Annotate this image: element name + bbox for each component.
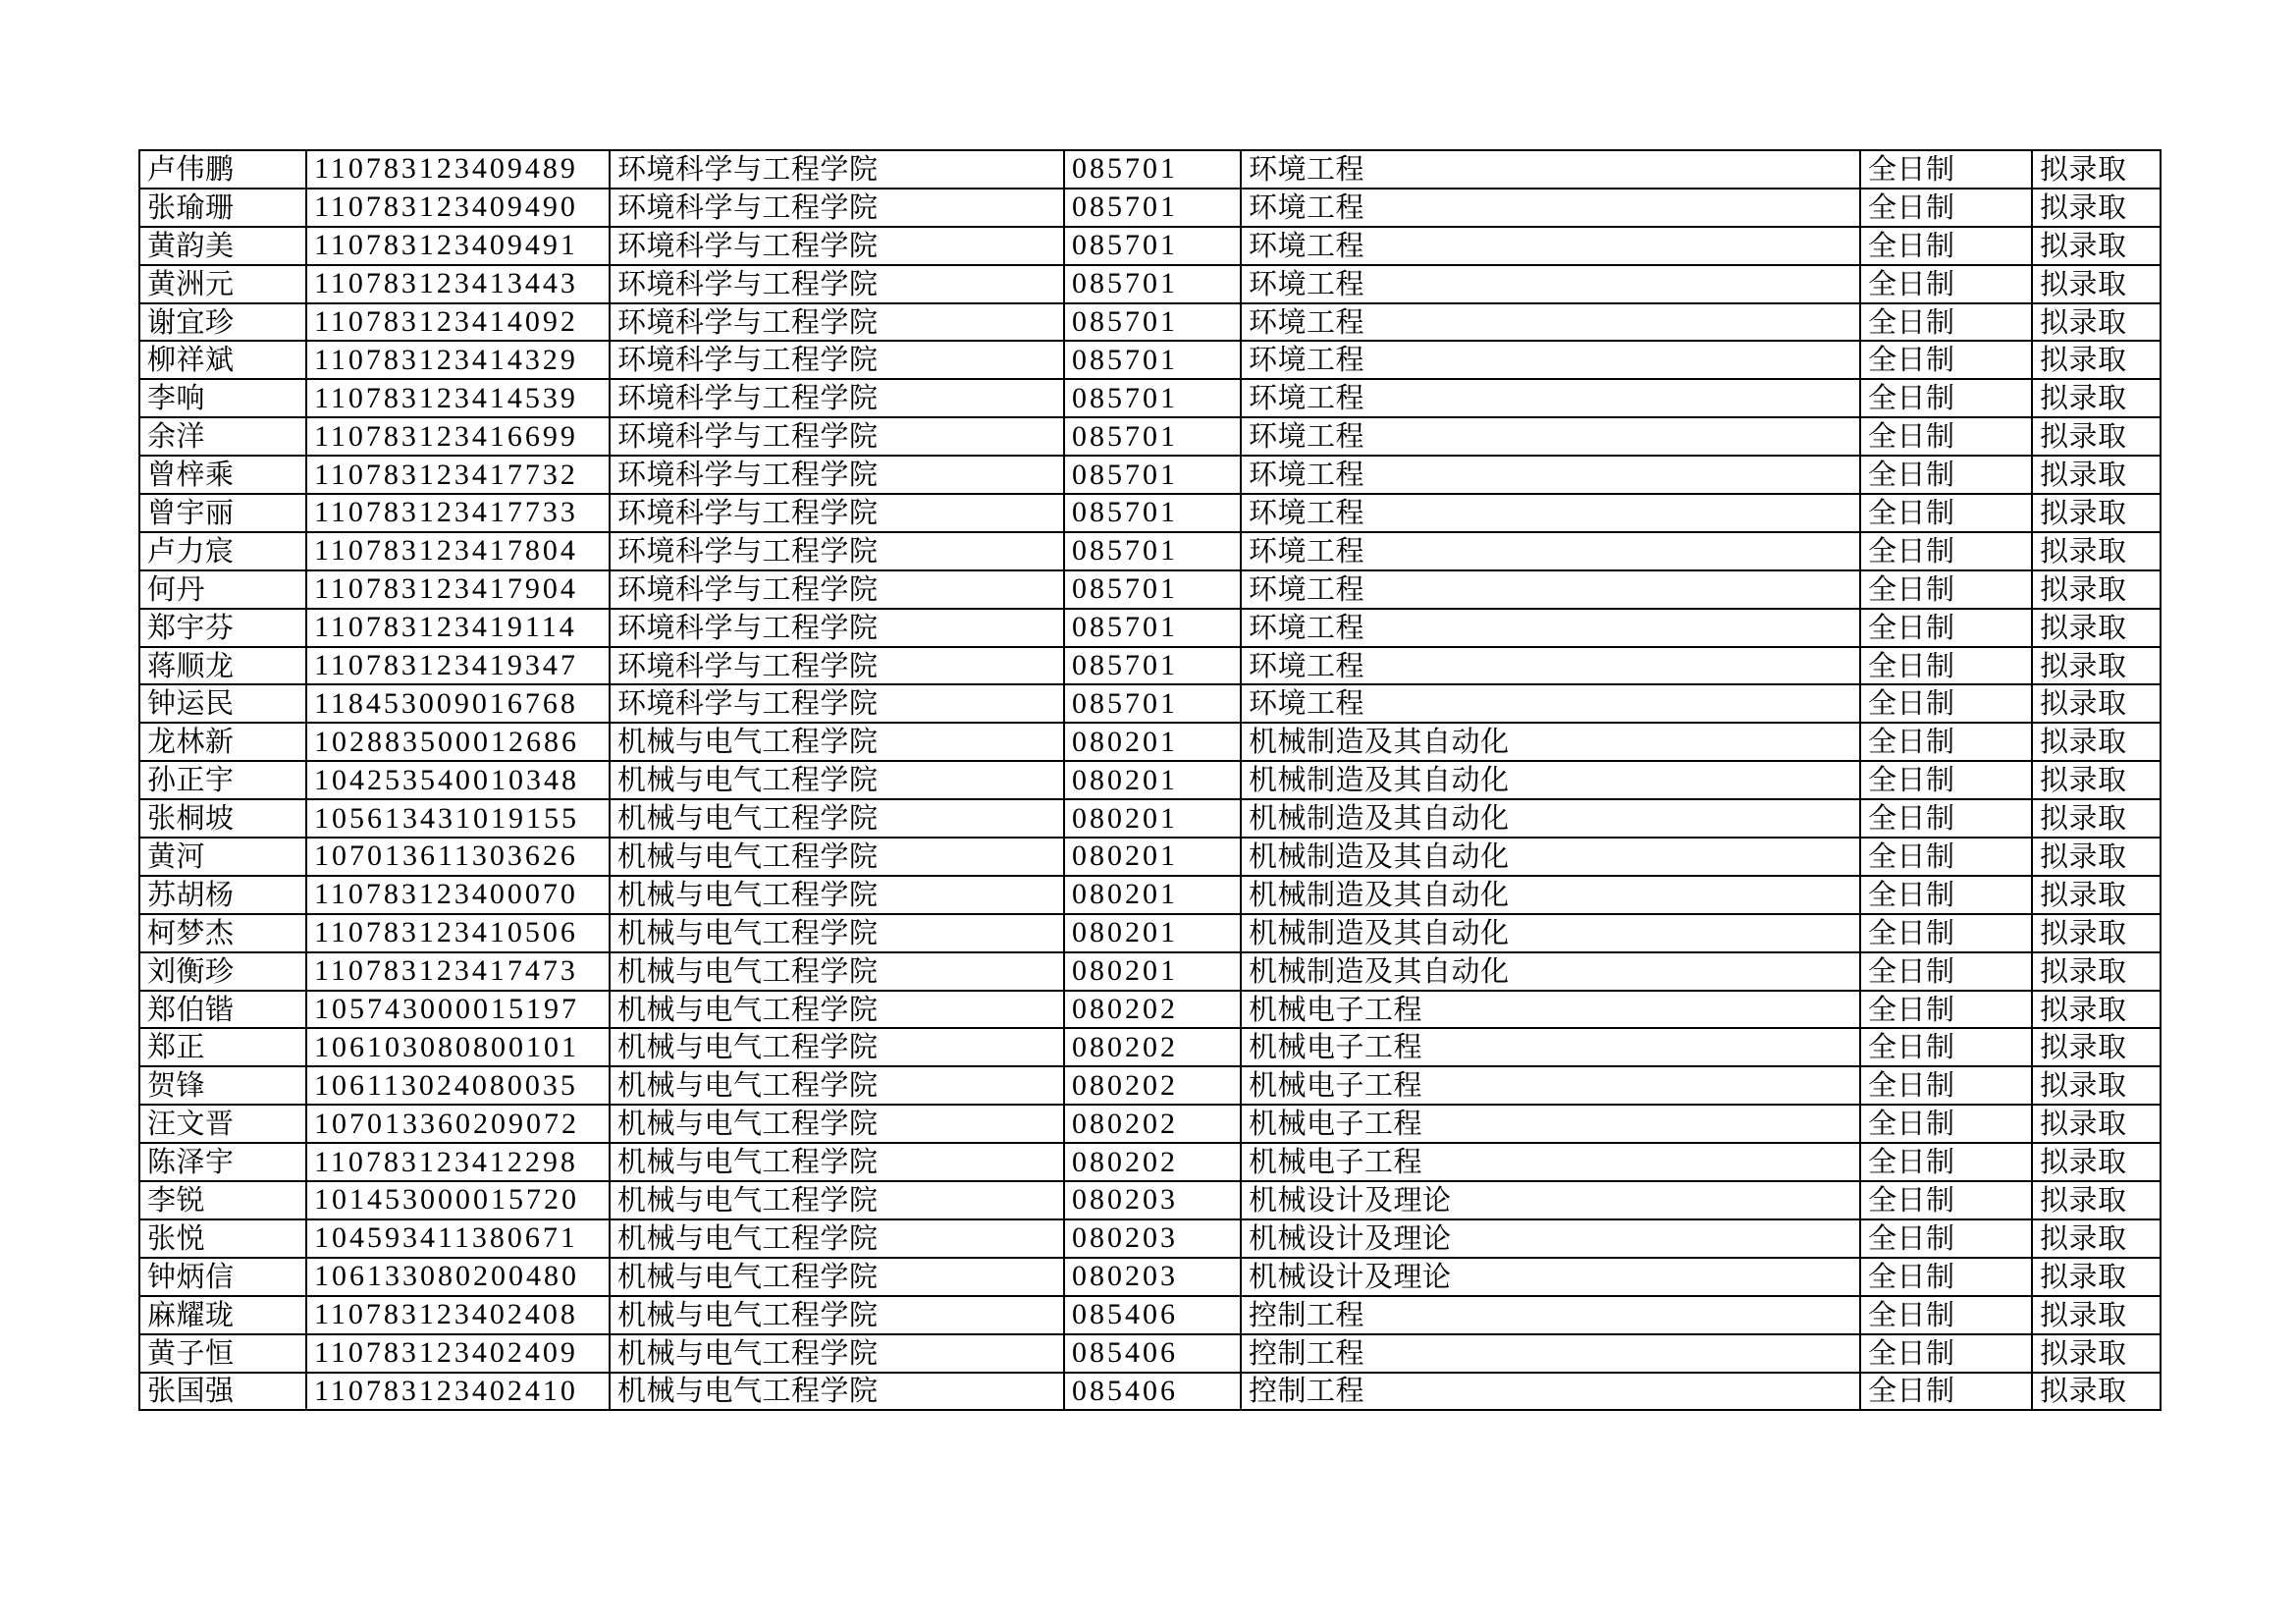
exam-id-cell: 110783123414539 [306, 379, 610, 417]
major-code-cell: 080202 [1064, 1105, 1241, 1143]
school-cell: 机械与电气工程学院 [610, 1181, 1064, 1219]
study-mode-cell: 全日制 [1860, 1296, 2032, 1334]
study-mode-cell: 全日制 [1860, 417, 2032, 456]
study-mode-cell: 全日制 [1860, 265, 2032, 303]
major-name-cell: 环境工程 [1241, 570, 1860, 609]
major-code-cell: 080201 [1064, 952, 1241, 991]
major-code-cell: 080201 [1064, 914, 1241, 952]
major-code-cell: 085701 [1064, 684, 1241, 723]
student-name-cell: 李响 [139, 379, 306, 417]
table-row [139, 914, 2161, 952]
major-code-cell: 085701 [1064, 265, 1241, 303]
major-code-cell: 080201 [1064, 838, 1241, 876]
school-cell: 机械与电气工程学院 [610, 952, 1064, 991]
exam-id-cell: 110783123419114 [306, 609, 610, 647]
exam-id-cell: 106103080800101 [306, 1028, 610, 1066]
major-code-cell: 085701 [1064, 379, 1241, 417]
major-code-cell: 085701 [1064, 150, 1241, 189]
major-code-cell: 085701 [1064, 303, 1241, 342]
major-name-cell: 环境工程 [1241, 647, 1860, 685]
table-row [139, 341, 2161, 379]
study-mode-cell: 全日制 [1860, 914, 2032, 952]
student-name-cell: 汪文晋 [139, 1105, 306, 1143]
table-body [139, 150, 2161, 1410]
table-row [139, 1143, 2161, 1181]
study-mode-cell: 全日制 [1860, 1258, 2032, 1296]
major-name-cell: 环境工程 [1241, 417, 1860, 456]
admission-status-cell: 拟录取 [2032, 684, 2161, 723]
school-cell: 环境科学与工程学院 [610, 456, 1064, 494]
exam-id-cell: 106133080200480 [306, 1258, 610, 1296]
school-cell: 环境科学与工程学院 [610, 189, 1064, 227]
admission-status-cell: 拟录取 [2032, 991, 2161, 1029]
table-row [139, 761, 2161, 799]
exam-id-cell: 102883500012686 [306, 723, 610, 761]
admission-status-cell: 拟录取 [2032, 265, 2161, 303]
admission-list-table [138, 149, 2162, 1411]
major-code-cell: 085406 [1064, 1373, 1241, 1411]
admission-status-cell: 拟录取 [2032, 838, 2161, 876]
student-name-cell: 谢宜珍 [139, 303, 306, 342]
major-code-cell: 080201 [1064, 761, 1241, 799]
major-code-cell: 085701 [1064, 532, 1241, 570]
admission-status-cell: 拟录取 [2032, 379, 2161, 417]
major-name-cell: 环境工程 [1241, 341, 1860, 379]
exam-id-cell: 110783123417904 [306, 570, 610, 609]
table-row [139, 417, 2161, 456]
admission-status-cell: 拟录取 [2032, 494, 2161, 532]
student-name-cell: 曾宇丽 [139, 494, 306, 532]
school-cell: 环境科学与工程学院 [610, 265, 1064, 303]
exam-id-cell: 110783123419347 [306, 647, 610, 685]
major-name-cell: 机械电子工程 [1241, 991, 1860, 1029]
school-cell: 环境科学与工程学院 [610, 532, 1064, 570]
major-code-cell: 080202 [1064, 1028, 1241, 1066]
exam-id-cell: 110783123417733 [306, 494, 610, 532]
exam-id-cell: 110783123417804 [306, 532, 610, 570]
exam-id-cell: 110783123417732 [306, 456, 610, 494]
major-name-cell: 环境工程 [1241, 494, 1860, 532]
major-name-cell: 机械设计及理论 [1241, 1181, 1860, 1219]
table-row [139, 1258, 2161, 1296]
admission-status-cell: 拟录取 [2032, 761, 2161, 799]
student-name-cell: 卢伟鹏 [139, 150, 306, 189]
major-code-cell: 085701 [1064, 609, 1241, 647]
table-row [139, 1181, 2161, 1219]
table-row [139, 1066, 2161, 1105]
exam-id-cell: 110783123413443 [306, 265, 610, 303]
school-cell: 机械与电气工程学院 [610, 761, 1064, 799]
school-cell: 环境科学与工程学院 [610, 379, 1064, 417]
major-name-cell: 控制工程 [1241, 1334, 1860, 1373]
major-name-cell: 环境工程 [1241, 532, 1860, 570]
major-code-cell: 080201 [1064, 799, 1241, 838]
major-name-cell: 环境工程 [1241, 609, 1860, 647]
major-code-cell: 085406 [1064, 1334, 1241, 1373]
table-row [139, 1219, 2161, 1258]
school-cell: 环境科学与工程学院 [610, 494, 1064, 532]
study-mode-cell: 全日制 [1860, 1105, 2032, 1143]
table-row [139, 456, 2161, 494]
student-name-cell: 柳祥斌 [139, 341, 306, 379]
admission-status-cell: 拟录取 [2032, 1181, 2161, 1219]
school-cell: 机械与电气工程学院 [610, 914, 1064, 952]
major-name-cell: 环境工程 [1241, 150, 1860, 189]
major-code-cell: 080202 [1064, 1066, 1241, 1105]
admission-status-cell: 拟录取 [2032, 1219, 2161, 1258]
major-name-cell: 控制工程 [1241, 1296, 1860, 1334]
exam-id-cell: 104593411380671 [306, 1219, 610, 1258]
student-name-cell: 张国强 [139, 1373, 306, 1411]
major-code-cell: 080201 [1064, 876, 1241, 914]
admission-status-cell: 拟录取 [2032, 647, 2161, 685]
table-row [139, 838, 2161, 876]
study-mode-cell: 全日制 [1860, 1334, 2032, 1373]
admission-status-cell: 拟录取 [2032, 799, 2161, 838]
admission-status-cell: 拟录取 [2032, 876, 2161, 914]
major-code-cell: 085701 [1064, 417, 1241, 456]
school-cell: 机械与电气工程学院 [610, 991, 1064, 1029]
student-name-cell: 张瑜珊 [139, 189, 306, 227]
major-name-cell: 机械制造及其自动化 [1241, 952, 1860, 991]
student-name-cell: 郑宇芬 [139, 609, 306, 647]
major-code-cell: 085701 [1064, 189, 1241, 227]
major-name-cell: 环境工程 [1241, 684, 1860, 723]
major-name-cell: 环境工程 [1241, 189, 1860, 227]
study-mode-cell: 全日制 [1860, 227, 2032, 265]
study-mode-cell: 全日制 [1860, 303, 2032, 342]
admission-status-cell: 拟录取 [2032, 1334, 2161, 1373]
exam-id-cell: 110783123402410 [306, 1373, 610, 1411]
admission-status-cell: 拟录取 [2032, 150, 2161, 189]
admission-status-cell: 拟录取 [2032, 1258, 2161, 1296]
student-name-cell: 郑正 [139, 1028, 306, 1066]
table-row [139, 647, 2161, 685]
study-mode-cell: 全日制 [1860, 1143, 2032, 1181]
admission-status-cell: 拟录取 [2032, 456, 2161, 494]
major-code-cell: 085701 [1064, 647, 1241, 685]
major-name-cell: 机械电子工程 [1241, 1066, 1860, 1105]
admission-status-cell: 拟录取 [2032, 1143, 2161, 1181]
major-name-cell: 机械电子工程 [1241, 1143, 1860, 1181]
table-row [139, 684, 2161, 723]
exam-id-cell: 110783123414092 [306, 303, 610, 342]
student-name-cell: 陈泽宇 [139, 1143, 306, 1181]
student-name-cell: 张桐坡 [139, 799, 306, 838]
student-name-cell: 钟运民 [139, 684, 306, 723]
study-mode-cell: 全日制 [1860, 647, 2032, 685]
major-name-cell: 环境工程 [1241, 227, 1860, 265]
study-mode-cell: 全日制 [1860, 723, 2032, 761]
student-name-cell: 蒋顺龙 [139, 647, 306, 685]
student-name-cell: 龙林新 [139, 723, 306, 761]
exam-id-cell: 110783123409490 [306, 189, 610, 227]
student-name-cell: 黄韵美 [139, 227, 306, 265]
major-name-cell: 环境工程 [1241, 303, 1860, 342]
major-code-cell: 080203 [1064, 1258, 1241, 1296]
table-row [139, 1105, 2161, 1143]
exam-id-cell: 110783123409491 [306, 227, 610, 265]
student-name-cell: 李锐 [139, 1181, 306, 1219]
table-row [139, 876, 2161, 914]
exam-id-cell: 110783123412298 [306, 1143, 610, 1181]
admission-status-cell: 拟录取 [2032, 341, 2161, 379]
exam-id-cell: 110783123416699 [306, 417, 610, 456]
exam-id-cell: 110783123402408 [306, 1296, 610, 1334]
major-code-cell: 080201 [1064, 723, 1241, 761]
school-cell: 环境科学与工程学院 [610, 609, 1064, 647]
exam-id-cell: 106113024080035 [306, 1066, 610, 1105]
student-name-cell: 曾梓乘 [139, 456, 306, 494]
admission-status-cell: 拟录取 [2032, 570, 2161, 609]
study-mode-cell: 全日制 [1860, 570, 2032, 609]
exam-id-cell: 107013611303626 [306, 838, 610, 876]
exam-id-cell: 104253540010348 [306, 761, 610, 799]
study-mode-cell: 全日制 [1860, 609, 2032, 647]
student-name-cell: 黄子恒 [139, 1334, 306, 1373]
study-mode-cell: 全日制 [1860, 1028, 2032, 1066]
major-code-cell: 085406 [1064, 1296, 1241, 1334]
major-name-cell: 机械制造及其自动化 [1241, 838, 1860, 876]
study-mode-cell: 全日制 [1860, 761, 2032, 799]
major-code-cell: 080202 [1064, 1143, 1241, 1181]
major-code-cell: 080203 [1064, 1219, 1241, 1258]
admission-status-cell: 拟录取 [2032, 227, 2161, 265]
table-row [139, 379, 2161, 417]
school-cell: 机械与电气工程学院 [610, 1219, 1064, 1258]
exam-id-cell: 105613431019155 [306, 799, 610, 838]
exam-id-cell: 118453009016768 [306, 684, 610, 723]
student-name-cell: 黄河 [139, 838, 306, 876]
school-cell: 环境科学与工程学院 [610, 417, 1064, 456]
study-mode-cell: 全日制 [1860, 379, 2032, 417]
major-name-cell: 机械制造及其自动化 [1241, 761, 1860, 799]
admission-status-cell: 拟录取 [2032, 532, 2161, 570]
admission-status-cell: 拟录取 [2032, 952, 2161, 991]
admission-status-cell: 拟录取 [2032, 303, 2161, 342]
table-row [139, 150, 2161, 189]
major-code-cell: 080203 [1064, 1181, 1241, 1219]
school-cell: 机械与电气工程学院 [610, 1066, 1064, 1105]
major-name-cell: 机械制造及其自动化 [1241, 723, 1860, 761]
school-cell: 机械与电气工程学院 [610, 723, 1064, 761]
table-row [139, 1334, 2161, 1373]
exam-id-cell: 110783123417473 [306, 952, 610, 991]
student-name-cell: 余洋 [139, 417, 306, 456]
table-row [139, 303, 2161, 342]
major-code-cell: 085701 [1064, 494, 1241, 532]
study-mode-cell: 全日制 [1860, 150, 2032, 189]
exam-id-cell: 110783123410506 [306, 914, 610, 952]
student-name-cell: 卢力宸 [139, 532, 306, 570]
school-cell: 机械与电气工程学院 [610, 838, 1064, 876]
major-name-cell: 环境工程 [1241, 379, 1860, 417]
table-row [139, 494, 2161, 532]
major-name-cell: 机械电子工程 [1241, 1028, 1860, 1066]
study-mode-cell: 全日制 [1860, 991, 2032, 1029]
major-name-cell: 机械制造及其自动化 [1241, 876, 1860, 914]
admission-status-cell: 拟录取 [2032, 189, 2161, 227]
major-name-cell: 控制工程 [1241, 1373, 1860, 1411]
student-name-cell: 柯梦杰 [139, 914, 306, 952]
study-mode-cell: 全日制 [1860, 799, 2032, 838]
student-name-cell: 钟炳信 [139, 1258, 306, 1296]
major-code-cell: 085701 [1064, 456, 1241, 494]
study-mode-cell: 全日制 [1860, 952, 2032, 991]
admission-status-cell: 拟录取 [2032, 1066, 2161, 1105]
school-cell: 环境科学与工程学院 [610, 150, 1064, 189]
table-row [139, 532, 2161, 570]
major-name-cell: 机械制造及其自动化 [1241, 914, 1860, 952]
exam-id-cell: 110783123400070 [306, 876, 610, 914]
admission-status-cell: 拟录取 [2032, 914, 2161, 952]
admission-status-cell: 拟录取 [2032, 1105, 2161, 1143]
admission-status-cell: 拟录取 [2032, 417, 2161, 456]
school-cell: 机械与电气工程学院 [610, 799, 1064, 838]
admission-status-cell: 拟录取 [2032, 609, 2161, 647]
school-cell: 机械与电气工程学院 [610, 1334, 1064, 1373]
study-mode-cell: 全日制 [1860, 1066, 2032, 1105]
major-name-cell: 机械设计及理论 [1241, 1219, 1860, 1258]
table-row [139, 570, 2161, 609]
school-cell: 环境科学与工程学院 [610, 227, 1064, 265]
study-mode-cell: 全日制 [1860, 838, 2032, 876]
admission-status-cell: 拟录取 [2032, 723, 2161, 761]
major-code-cell: 080202 [1064, 991, 1241, 1029]
study-mode-cell: 全日制 [1860, 876, 2032, 914]
exam-id-cell: 110783123402409 [306, 1334, 610, 1373]
table-row [139, 189, 2161, 227]
exam-id-cell: 107013360209072 [306, 1105, 610, 1143]
school-cell: 环境科学与工程学院 [610, 341, 1064, 379]
school-cell: 环境科学与工程学院 [610, 684, 1064, 723]
exam-id-cell: 105743000015197 [306, 991, 610, 1029]
major-name-cell: 机械设计及理论 [1241, 1258, 1860, 1296]
table-row [139, 1373, 2161, 1411]
school-cell: 机械与电气工程学院 [610, 1296, 1064, 1334]
table-row [139, 723, 2161, 761]
study-mode-cell: 全日制 [1860, 532, 2032, 570]
student-name-cell: 孙正宇 [139, 761, 306, 799]
major-code-cell: 085701 [1064, 227, 1241, 265]
study-mode-cell: 全日制 [1860, 1181, 2032, 1219]
table-row [139, 1296, 2161, 1334]
study-mode-cell: 全日制 [1860, 684, 2032, 723]
school-cell: 机械与电气工程学院 [610, 1373, 1064, 1411]
exam-id-cell: 101453000015720 [306, 1181, 610, 1219]
table-row [139, 799, 2161, 838]
school-cell: 机械与电气工程学院 [610, 1028, 1064, 1066]
student-name-cell: 贺锋 [139, 1066, 306, 1105]
school-cell: 环境科学与工程学院 [610, 647, 1064, 685]
table-row [139, 609, 2161, 647]
student-name-cell: 何丹 [139, 570, 306, 609]
study-mode-cell: 全日制 [1860, 456, 2032, 494]
student-name-cell: 黄洲元 [139, 265, 306, 303]
student-name-cell: 刘衡珍 [139, 952, 306, 991]
study-mode-cell: 全日制 [1860, 1219, 2032, 1258]
admission-status-cell: 拟录取 [2032, 1296, 2161, 1334]
admission-status-cell: 拟录取 [2032, 1028, 2161, 1066]
school-cell: 环境科学与工程学院 [610, 303, 1064, 342]
student-name-cell: 麻耀珑 [139, 1296, 306, 1334]
table-row [139, 265, 2161, 303]
school-cell: 机械与电气工程学院 [610, 1105, 1064, 1143]
school-cell: 机械与电气工程学院 [610, 1258, 1064, 1296]
exam-id-cell: 110783123414329 [306, 341, 610, 379]
major-name-cell: 环境工程 [1241, 265, 1860, 303]
major-name-cell: 环境工程 [1241, 456, 1860, 494]
major-name-cell: 机械电子工程 [1241, 1105, 1860, 1143]
study-mode-cell: 全日制 [1860, 341, 2032, 379]
major-code-cell: 085701 [1064, 341, 1241, 379]
study-mode-cell: 全日制 [1860, 1373, 2032, 1411]
table-row [139, 952, 2161, 991]
school-cell: 机械与电气工程学院 [610, 1143, 1064, 1181]
admission-status-cell: 拟录取 [2032, 1373, 2161, 1411]
school-cell: 环境科学与工程学院 [610, 570, 1064, 609]
study-mode-cell: 全日制 [1860, 189, 2032, 227]
table-row [139, 1028, 2161, 1066]
school-cell: 机械与电气工程学院 [610, 876, 1064, 914]
student-name-cell: 张悦 [139, 1219, 306, 1258]
student-name-cell: 苏胡杨 [139, 876, 306, 914]
table-row [139, 227, 2161, 265]
table-row [139, 991, 2161, 1029]
study-mode-cell: 全日制 [1860, 494, 2032, 532]
student-name-cell: 郑伯锴 [139, 991, 306, 1029]
major-code-cell: 085701 [1064, 570, 1241, 609]
exam-id-cell: 110783123409489 [306, 150, 610, 189]
major-name-cell: 机械制造及其自动化 [1241, 799, 1860, 838]
